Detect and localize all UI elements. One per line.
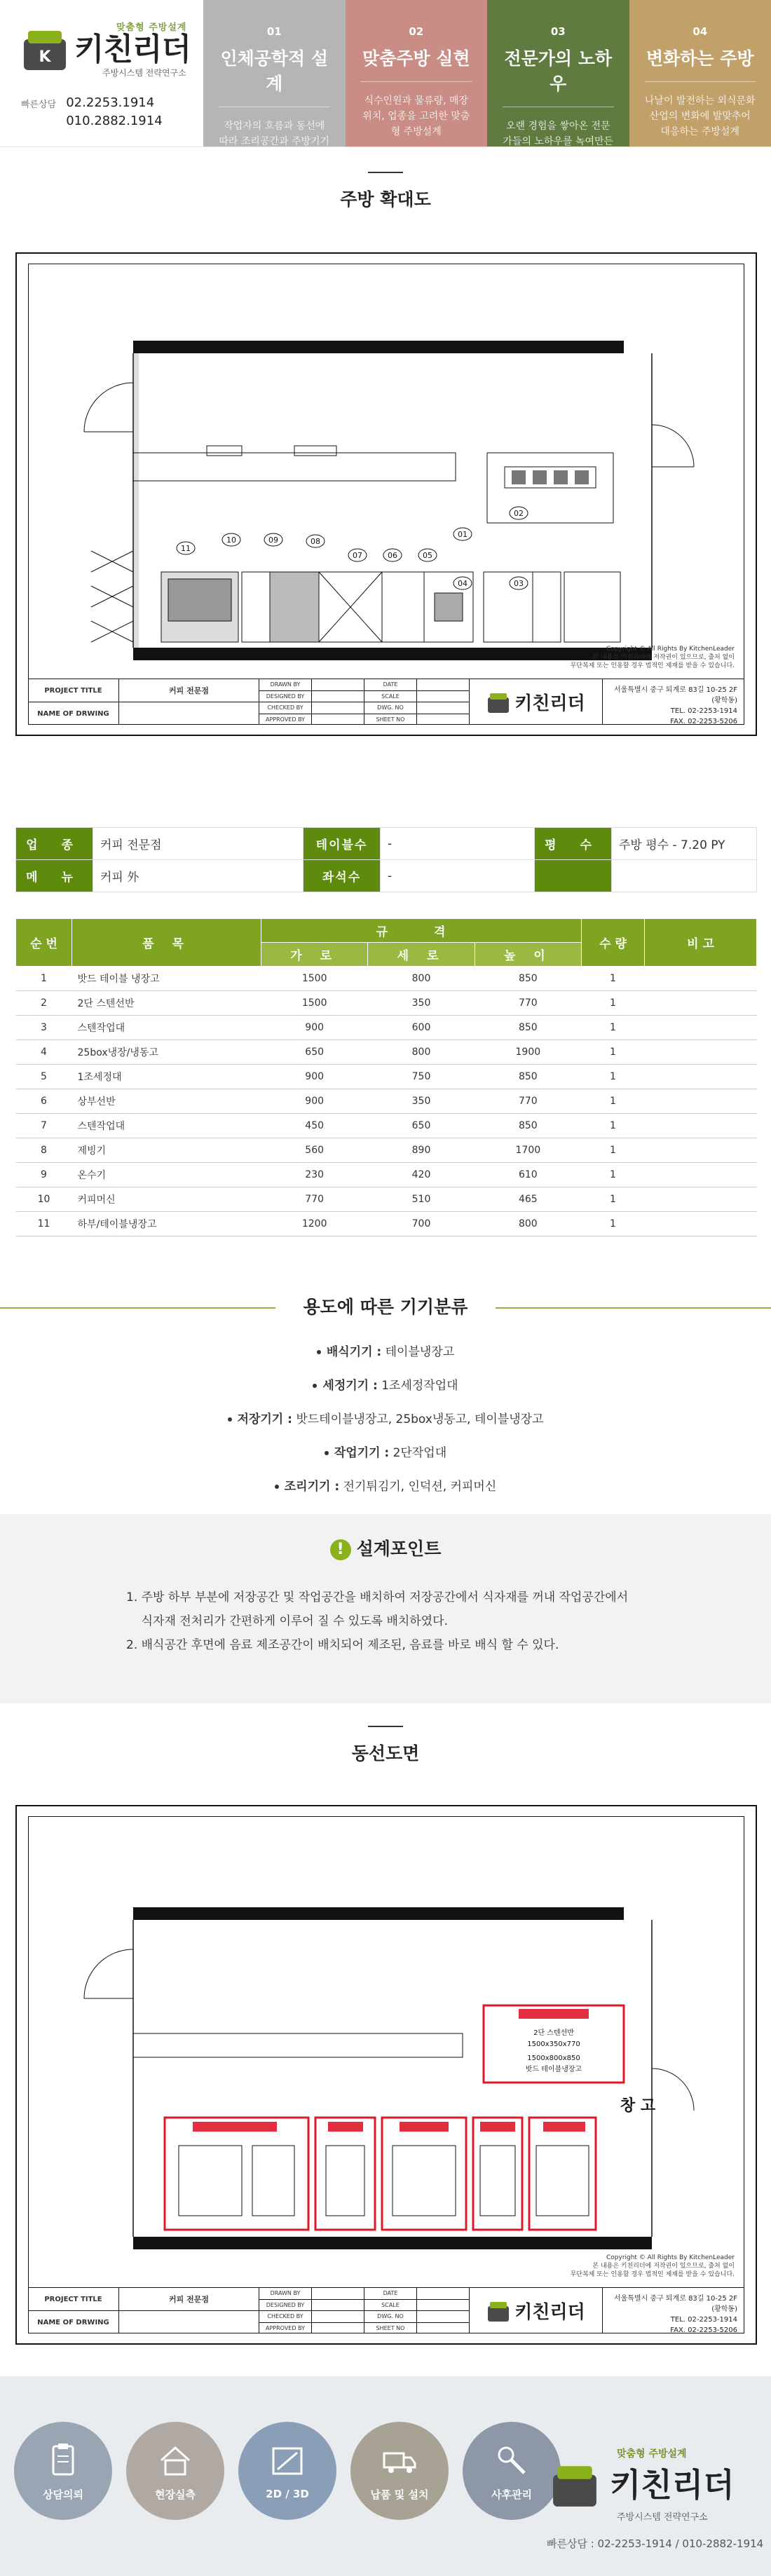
table-cell: 8	[16, 1138, 72, 1163]
table-cell	[645, 1040, 757, 1065]
table-cell: 2단 스텐선반	[72, 991, 261, 1016]
col-width: 가 로	[261, 943, 368, 967]
table-cell: 1500	[261, 991, 368, 1016]
zone-label-2: 1500x350x770	[527, 2040, 580, 2048]
section-title-floorplan	[0, 172, 771, 211]
feature-title: 변화하는 주방	[645, 45, 756, 82]
table-cell	[645, 1065, 757, 1089]
title-block-cell	[417, 702, 469, 714]
table-cell: 800	[475, 1212, 581, 1236]
title-bar	[368, 172, 403, 173]
table-cell: 750	[368, 1065, 475, 1089]
title-block-grid	[259, 2288, 470, 2333]
table-cell: 1500	[261, 967, 368, 991]
table-cell	[645, 967, 757, 991]
table-cell: 1	[582, 1040, 645, 1065]
title-block-cell: DWG. NO	[364, 2311, 417, 2322]
process-step-label: 상담의뢰	[43, 2488, 83, 2501]
copyright-line-3: 무단복제 또는 인용할 경우 법적인 제재를 받을 수 있습니다.	[570, 2271, 735, 2278]
table-cell	[645, 1163, 757, 1187]
col-depth: 세 로	[368, 943, 475, 967]
table-cell: 1	[582, 1138, 645, 1163]
design-points-list	[0, 1560, 771, 1657]
title-block-cell: SHEET NO	[364, 714, 417, 725]
category-value: 1조세정작업대	[377, 1379, 458, 1393]
process-step-3[interactable]	[238, 2422, 336, 2520]
category-list	[0, 1335, 771, 1504]
wrench-icon	[492, 2441, 531, 2480]
logo-icon	[486, 690, 510, 714]
table-cell: 6	[16, 1089, 72, 1114]
logo-sub: 주방시스템 전략연구소	[102, 68, 186, 78]
titleblock-logo-name: 키친리더	[514, 2302, 585, 2323]
title-block-grid	[259, 679, 470, 725]
feature-num: 01	[266, 25, 282, 38]
flow-drawing	[15, 1805, 757, 2345]
seats-value: -	[381, 860, 535, 892]
title-block-cell	[312, 2311, 364, 2322]
category-key: 세정기기 :	[322, 1379, 378, 1393]
title-block-cell	[312, 702, 364, 714]
category-title	[0, 1293, 771, 1321]
table-cell: 밧드 테이블 냉장고	[72, 967, 261, 991]
table-cell: 2	[16, 991, 72, 1016]
footer-logo-name: 키친리더	[610, 2466, 735, 2504]
col-note: 비 고	[645, 919, 757, 967]
business-label: 업 종	[16, 828, 93, 860]
spec-table	[15, 918, 757, 1236]
title-block-cell: DATE	[364, 679, 417, 690]
title-block-cell: APPROVED BY	[259, 714, 312, 725]
zone-label-3: 1500x800x850	[527, 2054, 580, 2062]
brand-block	[0, 0, 203, 146]
callout-label: 06	[388, 551, 397, 560]
category-item	[0, 1369, 771, 1403]
titleblock-logo	[470, 679, 603, 725]
address: 서울특별시 중구 퇴계로 83길 10-25 2F (황학동)	[613, 686, 737, 704]
title-block-cell: SHEET NO	[364, 2323, 417, 2334]
callout-label: 07	[353, 551, 362, 560]
table-cell: 510	[368, 1187, 475, 1212]
title-block-cell	[312, 2323, 364, 2334]
table-row	[16, 1040, 757, 1065]
flow-svg	[28, 1816, 746, 2272]
logo[interactable]	[21, 20, 203, 79]
process-step-2[interactable]	[126, 2422, 224, 2520]
title-block-cell	[312, 679, 364, 690]
contact-block	[21, 94, 203, 130]
zone-label-1: 2단 스텐선반	[533, 2029, 574, 2037]
title-block-cell	[417, 691, 469, 702]
table-cell: 1	[582, 1114, 645, 1138]
exclamation-icon: !	[330, 1539, 351, 1560]
bullet-icon	[313, 1384, 317, 1388]
process-circles	[14, 2422, 561, 2520]
logo-name: 키친리더	[74, 32, 191, 67]
table-cell: 650	[261, 1040, 368, 1065]
title-block-cell: APPROVED BY	[259, 2323, 312, 2334]
bullet-icon	[275, 1485, 279, 1489]
table-cell: 1900	[475, 1040, 581, 1065]
title-block-cell	[312, 691, 364, 702]
header	[0, 0, 771, 163]
feature-column-2	[346, 0, 488, 146]
table-cell: 3	[16, 1016, 72, 1040]
category-item	[0, 1470, 771, 1504]
table-cell: 7	[16, 1114, 72, 1138]
category-item	[0, 1335, 771, 1369]
table-cell: 9	[16, 1163, 72, 1187]
business-value: 커피 전문점	[93, 828, 303, 860]
table-cell: 350	[368, 1089, 475, 1114]
process-step-label: 현장실측	[155, 2488, 196, 2501]
feature-desc: 작업자의 흐름과 동선에 따라 조리공간과 주방기기 배치	[219, 121, 330, 163]
table-cell: 700	[368, 1212, 475, 1236]
process-step-5[interactable]	[463, 2422, 561, 2520]
table-row	[16, 1016, 757, 1040]
design-title	[0, 1514, 771, 1560]
table-row	[16, 1163, 757, 1187]
truck-icon	[380, 2441, 419, 2480]
process-step-4[interactable]	[350, 2422, 449, 2520]
table-cell: 610	[475, 1163, 581, 1187]
title-block-cell: CHECKED BY	[259, 702, 312, 714]
drawing-name-label: NAME OF DRWING	[28, 2311, 119, 2333]
title-block-cell	[417, 2300, 469, 2311]
footer-logo-tag: 맞춤형 주방설계	[617, 2448, 687, 2460]
titleblock-logo	[470, 2288, 603, 2333]
design-point: 식자재 전처리가 간편하게 이루어 질 수 있도록 배치하였다.	[126, 1614, 448, 1628]
feature-column-1	[203, 0, 346, 163]
title-block-cell: DWG. NO	[364, 702, 417, 714]
feature-title: 인체공학적 설계	[219, 45, 330, 107]
titleblock-address	[603, 2288, 744, 2333]
tables-label: 테이블수	[303, 828, 381, 860]
callout-label: 01	[458, 530, 468, 539]
table-cell: 1조세정대	[72, 1065, 261, 1089]
table-cell: 1	[582, 1089, 645, 1114]
drawing-name-label: NAME OF DRWING	[28, 702, 119, 725]
callout-label: 10	[226, 536, 236, 545]
clipboard-icon	[43, 2441, 83, 2480]
table-row	[16, 991, 757, 1016]
col-name: 품 목	[72, 919, 261, 967]
table-cell: 10	[16, 1187, 72, 1212]
logo-icon	[21, 25, 69, 73]
category-title-text: 용도에 따른 기기분류	[275, 1293, 496, 1321]
feature-title: 맞춤주방 실현	[361, 45, 472, 82]
logo-icon	[486, 2299, 510, 2323]
table-cell: 스텐작업대	[72, 1114, 261, 1138]
process-step-1[interactable]	[14, 2422, 112, 2520]
table-cell: 230	[261, 1163, 368, 1187]
category-key: 배식기기 :	[326, 1345, 382, 1359]
logo-icon	[547, 2460, 603, 2509]
table-cell: 상부선반	[72, 1089, 261, 1114]
process-step-label: 사후관리	[491, 2488, 532, 2501]
copyright-line-2: 본 내용은 키친리더에 저작권이 있으므로, 출처 없이	[592, 654, 735, 661]
col-qty: 수 량	[582, 919, 645, 967]
seats-label: 좌석수	[303, 860, 381, 892]
floorplan-svg	[28, 264, 746, 670]
callout-label: 08	[311, 537, 320, 546]
col-height: 높 이	[475, 943, 581, 967]
table-cell: 770	[475, 991, 581, 1016]
callout-label: 02	[514, 509, 524, 518]
storage-label: 창 고	[620, 2097, 656, 2115]
table-cell: 제빙기	[72, 1138, 261, 1163]
feature-desc: 나날이 발전하는 외식문화 산업의 변화에 발맞추어 대응하는 주방설계	[644, 95, 756, 137]
table-cell: 770	[261, 1187, 368, 1212]
table-cell: 1	[16, 967, 72, 991]
table-cell: 커피머신	[72, 1187, 261, 1212]
table-cell: 850	[475, 1114, 581, 1138]
table-row	[16, 1114, 757, 1138]
tel: TEL. 02-2253-1914	[670, 707, 737, 715]
table-cell: 800	[368, 1040, 475, 1065]
project-title-label: PROJECT TITLE	[28, 2288, 119, 2310]
table-cell: 420	[368, 1163, 475, 1187]
callout-label: 04	[458, 579, 468, 588]
section-title-text: 주방 확대도	[340, 189, 431, 210]
callout-label: 11	[181, 544, 191, 553]
address: 서울특별시 중구 퇴계로 83길 10-25 2F (황학동)	[613, 2295, 737, 2313]
process-step-label: 납품 및 설치	[370, 2488, 429, 2501]
table-cell: 1	[582, 1016, 645, 1040]
category-key: 작업기기 :	[334, 1446, 390, 1460]
table-cell: 850	[475, 967, 581, 991]
copyright-block	[571, 645, 735, 670]
table-cell: 800	[368, 967, 475, 991]
footer-logo-sub: 주방시스템 전략연구소	[617, 2512, 708, 2523]
callout-label: 05	[423, 551, 432, 560]
category-value: 전기튀김기, 인덕션, 커피머신	[339, 1480, 497, 1494]
table-row	[16, 1212, 757, 1236]
table-cell: 1	[582, 967, 645, 991]
area-value: 주방 평수 - 7.20 PY	[612, 828, 757, 860]
section-title-text: 동선도면	[351, 1743, 420, 1764]
copyright-line-2: 본 내용은 키친리더에 저작권이 있으므로, 출처 없이	[592, 2263, 735, 2270]
feature-column-3	[487, 0, 629, 163]
title-block-cell	[417, 714, 469, 725]
footer-logo[interactable]	[547, 2446, 735, 2523]
menu-value: 커피 外	[93, 860, 303, 892]
table-cell: 1	[582, 1065, 645, 1089]
menu-label: 메 뉴	[16, 860, 93, 892]
table-cell: 1	[582, 991, 645, 1016]
table-cell: 스텐작업대	[72, 1016, 261, 1040]
zone-label-4: 밧드 테이블냉장고	[525, 2066, 582, 2073]
table-cell: 450	[261, 1114, 368, 1138]
bullet-icon	[228, 1417, 232, 1422]
logo-tag: 맞춤형 주방설계	[116, 22, 187, 33]
col-no: 순 번	[16, 919, 72, 967]
table-cell: 1200	[261, 1212, 368, 1236]
col-size: 규 격	[261, 919, 582, 943]
category-key: 저장기기 :	[237, 1412, 292, 1426]
table-cell: 1700	[475, 1138, 581, 1163]
table-cell	[645, 1138, 757, 1163]
table-cell: 하부/테이블냉장고	[72, 1212, 261, 1236]
callout-label: 09	[268, 536, 278, 545]
table-cell: 5	[16, 1065, 72, 1089]
fax: FAX. 02-2253-5206	[670, 2326, 737, 2334]
title-block-cell: DRAWN BY	[259, 2288, 312, 2299]
table-cell: 900	[261, 1016, 368, 1040]
info-table	[15, 827, 757, 892]
table-cell	[645, 1016, 757, 1040]
title-block	[28, 679, 744, 725]
table-cell: 600	[368, 1016, 475, 1040]
table-cell: 770	[475, 1089, 581, 1114]
title-bar	[368, 1726, 403, 1727]
table-cell: 350	[368, 991, 475, 1016]
svg-text:K: K	[39, 48, 51, 66]
design-point: 2. 배식공간 후면에 음료 제조공간이 배치되어 제조된, 음료를 바로 배식 할 수 있다.	[126, 1638, 559, 1652]
tables-value: -	[381, 828, 535, 860]
floorplan-drawing	[15, 252, 757, 736]
table-cell	[645, 1212, 757, 1236]
table-cell: 560	[261, 1138, 368, 1163]
title-block-cell: DESIGNED BY	[259, 691, 312, 702]
empty-value	[612, 860, 757, 892]
table-cell: 465	[475, 1187, 581, 1212]
table-cell: 1	[582, 1163, 645, 1187]
table-cell	[645, 991, 757, 1016]
table-cell	[645, 1089, 757, 1114]
table-cell	[645, 1114, 757, 1138]
table-cell: 650	[368, 1114, 475, 1138]
title-block-cell	[312, 714, 364, 725]
category-value: 밧드테이블냉장고, 25box냉동고, 테이블냉장고	[292, 1412, 544, 1426]
bullet-icon	[317, 1350, 321, 1354]
title-block-cell: SCALE	[364, 2300, 417, 2311]
tel: TEL. 02-2253-1914	[670, 2316, 737, 2324]
category-item	[0, 1403, 771, 1436]
feature-num: 04	[692, 25, 708, 38]
title-block-cell	[417, 2311, 469, 2322]
copyright-line-1: Copyright © All Rights By KitchenLeader	[606, 2254, 735, 2261]
project-title-label: PROJECT TITLE	[28, 679, 119, 702]
table-cell: 890	[368, 1138, 475, 1163]
titleblock-address	[603, 679, 744, 725]
feature-title: 전문가의 노하우	[503, 45, 614, 107]
footer-contact[interactable]: 빠른상담 : 02-2253-1914 / 010-2882-1914	[547, 2537, 764, 2550]
table-row	[16, 1089, 757, 1114]
title-block-cell	[417, 679, 469, 690]
table-cell: 1	[582, 1212, 645, 1236]
table-row	[16, 1065, 757, 1089]
phone-1[interactable]: 02.2253.1914	[66, 95, 155, 110]
title-block-cell: DRAWN BY	[259, 679, 312, 690]
table-cell: 850	[475, 1065, 581, 1089]
title-block-cell: CHECKED BY	[259, 2311, 312, 2322]
title-block-cell: DESIGNED BY	[259, 2300, 312, 2311]
table-cell: 4	[16, 1040, 72, 1065]
title-block-cell	[417, 2288, 469, 2299]
feature-num: 03	[550, 25, 566, 38]
copyright-line-3: 무단복제 또는 인용할 경우 법적인 제재를 받을 수 있습니다.	[570, 662, 735, 669]
design-title-text: 설계포인트	[356, 1539, 442, 1559]
table-row	[16, 1187, 757, 1212]
title-block	[28, 2287, 744, 2333]
title-block-cell: SCALE	[364, 691, 417, 702]
contact-label: 빠른상담	[21, 100, 57, 110]
callout-label: 03	[514, 579, 524, 588]
titleblock-logo-name: 키친리더	[514, 693, 585, 714]
category-value: 테이블냉장고	[381, 1345, 455, 1359]
spec-body	[16, 967, 757, 1236]
title-block-cell: DATE	[364, 2288, 417, 2299]
area-label: 평 수	[535, 828, 612, 860]
process-step-label: 2D / 3D	[266, 2488, 309, 2500]
table-cell: 온수기	[72, 1163, 261, 1187]
phone-2[interactable]: 010.2882.1914	[66, 114, 163, 128]
table-cell: 1	[582, 1187, 645, 1212]
house-icon	[156, 2441, 195, 2480]
feature-column-4	[629, 0, 771, 146]
category-value: 2단작업대	[389, 1446, 447, 1460]
design-point: 1. 주방 하부 부분에 저장공간 및 작업공간을 배치하여 저장공간에서 식자재를 꺼내 작업공간에서	[126, 1590, 629, 1604]
copyright-block	[571, 2254, 735, 2279]
table-row	[16, 1138, 757, 1163]
title-block-cell	[312, 2288, 364, 2299]
feature-desc: 식수인원과 물류량, 매장위치, 업종을 고려한 맞춤형 주방설계	[362, 95, 470, 137]
title-block-cell	[312, 2300, 364, 2311]
table-cell: 900	[261, 1065, 368, 1089]
feature-desc: 오랜 경험을 쌓아온 전문가들의 노하우를 녹여만든 최상의 솔루션	[503, 121, 614, 163]
category-item	[0, 1436, 771, 1470]
table-cell	[645, 1187, 757, 1212]
design-points	[0, 1514, 771, 1703]
category-key: 조리기기 :	[284, 1480, 340, 1494]
section-title-flow	[0, 1726, 771, 1765]
fax: FAX. 02-2253-5206	[670, 718, 737, 725]
copyright-line-1: Copyright © All Rights By KitchenLeader	[606, 646, 735, 653]
table-cell: 25box냉장/냉동고	[72, 1040, 261, 1065]
table-row	[16, 967, 757, 991]
title-block-cell	[417, 2323, 469, 2334]
drawing-icon	[268, 2441, 307, 2481]
footer	[0, 2376, 771, 2576]
empty-label	[535, 860, 612, 892]
table-cell: 850	[475, 1016, 581, 1040]
table-cell: 11	[16, 1212, 72, 1236]
feature-num: 02	[409, 25, 424, 38]
table-cell: 900	[261, 1089, 368, 1114]
bullet-icon	[325, 1451, 329, 1455]
project-title-value: 커피 전문점	[169, 686, 209, 695]
project-title-value: 커피 전문점	[169, 2295, 209, 2304]
